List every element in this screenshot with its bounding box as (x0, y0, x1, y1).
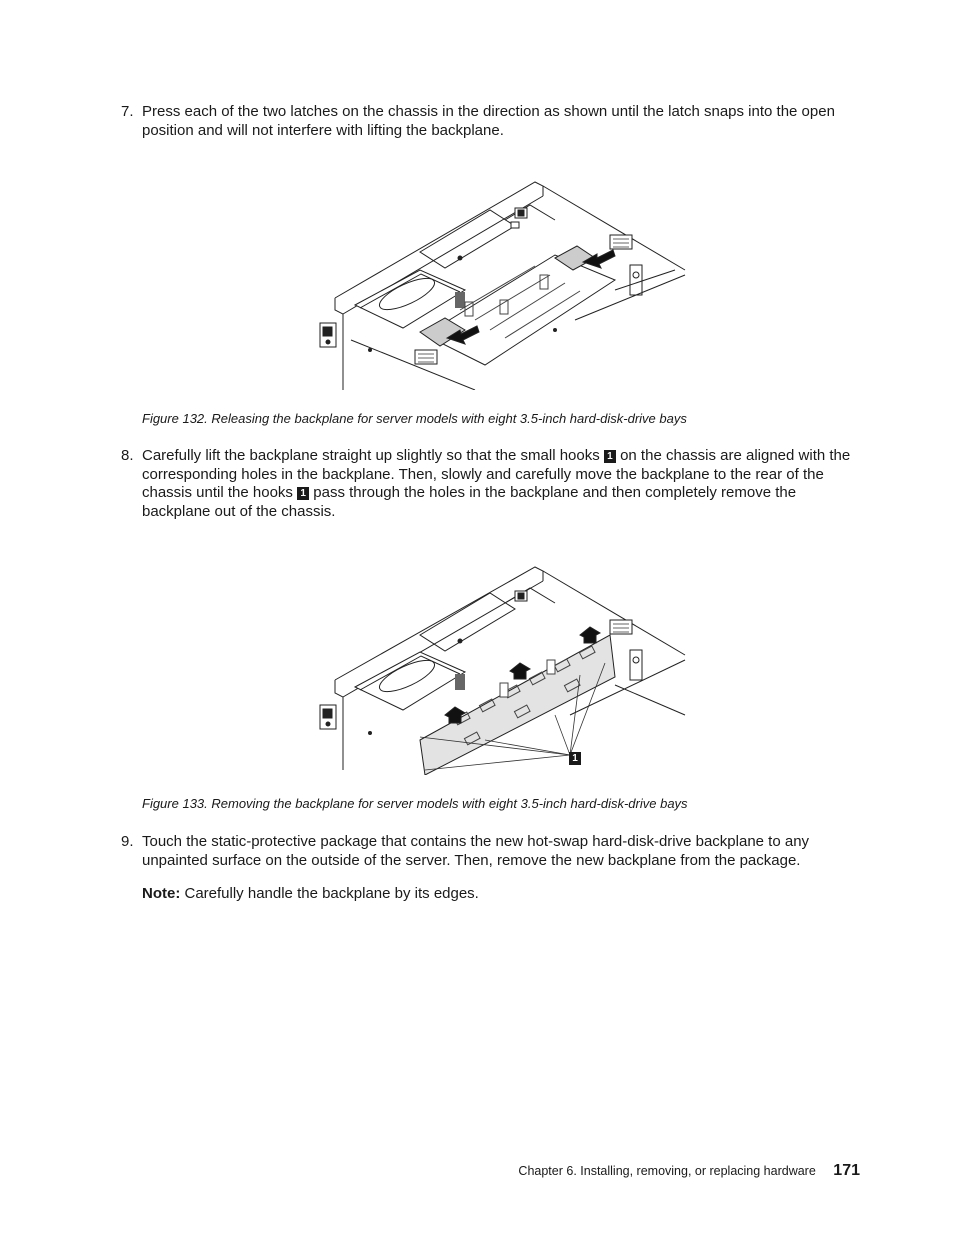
step-number: 9. (121, 833, 134, 850)
step-text: Press each of the two latches on the chassis in the direction as shown until the latch snaps into the open position and will not interfere with lifting the backplane. (142, 103, 835, 139)
figure-133-caption: Figure 133. Removing the backplane for server models with eight 3.5-inch hard-disk-drive bays (142, 796, 688, 811)
step-7 (121, 103, 851, 140)
figure-133-illustration (315, 565, 690, 775)
figure-132-illustration (315, 180, 690, 390)
step-text-b: on the chassis are aligned with the corresponding holes in the backplane. Then, slowly and carefully move the backplane to the rear of the chassis until the hooks (142, 447, 851, 502)
callout-1: 1 (297, 487, 309, 500)
figure-callout-1: 1 (569, 752, 581, 765)
step-9 (121, 833, 851, 870)
page-footer (518, 1162, 860, 1180)
figure-132-caption: Figure 132. Releasing the backplane for server models with eight 3.5-inch hard-disk-drive bays (142, 411, 687, 426)
page-number: 171 (833, 1162, 860, 1179)
step-number: 8. (121, 447, 134, 464)
note-text: Carefully handle the backplane by its edges. (184, 885, 479, 902)
step-text-a: Carefully lift the backplane straight up slightly so that the small hooks (142, 447, 600, 464)
note-label: Note: (142, 885, 181, 902)
chapter-title: Chapter 6. Installing, removing, or replacing hardware (518, 1164, 816, 1178)
step-text (142, 447, 851, 521)
step-text: Touch the static-protective package that contains the new hot-swap hard-disk-drive backplane to any unpainted surface on the outside of the server. Then, remove the new backplane from the package. (142, 833, 810, 869)
step-8 (121, 447, 851, 521)
note (142, 885, 479, 902)
callout-1: 1 (604, 450, 616, 463)
step-text-c: pass through the holes in the backplane and then completely remove the backplane out of the chassis. (142, 484, 797, 520)
step-number: 7. (121, 103, 134, 120)
